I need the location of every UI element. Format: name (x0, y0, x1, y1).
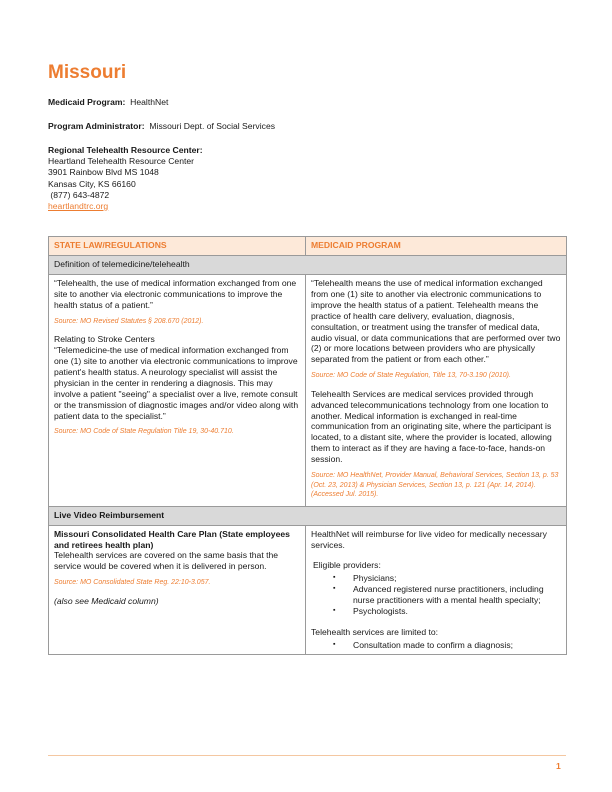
resource-center-block (48, 145, 203, 212)
definition-state-para: “Telehealth, the use of medical information exchanged from one site to another via electronic communications to improve the health status of a patient.” (54, 278, 297, 310)
medicaid-program-value: HealthNet (130, 97, 169, 107)
services-limited-list (311, 640, 561, 651)
live-video-medicaid-cell (306, 525, 567, 654)
policy-table (48, 236, 567, 655)
stroke-centers-heading: Relating to Stroke Centers (54, 334, 155, 345)
section-row (49, 256, 567, 275)
table-header-row (49, 237, 567, 256)
source-citation: Source: MO Code of State Regulation Title 19, 30-40.710. (54, 428, 234, 436)
table-row (49, 525, 567, 654)
telehealth-services-para: Telehealth Services are medical services provided through advanced telecommunications technology from one location to another. Medical information is exchanged in real-time communication from an originating site, where the participant is located, to a distant site, where the provider is located, allowing them to interact as if they are having a face-to-face, hands-on session. (311, 388, 552, 465)
eligible-providers-list (311, 573, 561, 617)
source-citation: Source: MO Code of State Regulation, Title 13, 70-3.190 (2010). (311, 372, 511, 380)
stroke-centers-para: “Telemedicine-the use of medical information exchanged from one (1) site to another via electronic communications to improve patient's health status. A neurology specialist will assist the physician in the center in rendering a diagnosis. This may involve a patient "seeing" a specialist over a live, remote consult or the transmission of diagnostic images and/or video along with patient data to the specialist.” (54, 345, 299, 421)
program-admin-value: Missouri Dept. of Social Services (149, 121, 276, 131)
resource-center-street: 3901 Rainbow Blvd MS 1048 (48, 167, 159, 178)
eligible-providers-label: Eligible providers: (313, 560, 381, 571)
live-video-state-law-cell (49, 525, 306, 654)
page-number: 1 (556, 761, 561, 771)
list-item: ▪ Consultation made to confirm a diagnosis; (353, 640, 561, 651)
medicaid-program-label: Medicaid Program: (48, 97, 126, 107)
program-admin-line (48, 121, 275, 132)
list-item: ▪ Advanced registered nurse practitioners, including nurse practitioners with a mental health specialty; (353, 584, 561, 606)
state-plan-heading: Missouri Consolidated Health Care Plan (State employees and retirees health plan) (54, 528, 290, 550)
table-row (49, 275, 567, 507)
definition-medicaid-para: “Telehealth means the use of medical information exchanged from one (1) site to another via electronic communications to improve the health status of a patient. Telehealth means the practice of health care delivery, evaluation, diagnosis, consultation, or treatment using the transfer of medical data, audio visual, or data communications that are performed over two (2) or more locations between providers who are physically separated from the patient or from each other.” (311, 278, 561, 365)
list-item: ▪ Physicians; (353, 573, 561, 584)
column-header-state-law: STATE LAW/REGULATIONS (49, 237, 306, 256)
source-citation: Source: MO Consolidated State Reg. 22:10-3.057. (54, 579, 211, 587)
definition-state-law-cell (49, 275, 306, 507)
source-citation: Source: MO Revised Statutes § 208.670 (2012). (54, 317, 204, 325)
definition-medicaid-cell (306, 275, 567, 507)
resource-center-label: Regional Telehealth Resource Center: (48, 145, 203, 155)
column-header-medicaid: MEDICAID PROGRAM (306, 237, 567, 256)
section-title-live-video: Live Video Reimbursement (49, 506, 567, 525)
medicaid-program-line (48, 97, 168, 108)
source-citation: Source: MO HealthNet, Provider Manual, Behavioral Services, Section 13, p. 53 (Oct. 23, 2013) & Physician Services, Section 13, p. 121 (Apr. 14, 2014). (Accessed Jul. 2015). (311, 472, 559, 499)
page-title: Missouri (48, 62, 127, 83)
section-title-definition: Definition of telemedicine/telehealth (49, 256, 567, 275)
resource-center-phone: (877) 643-4872 (48, 189, 110, 200)
medicaid-column-note: (also see Medicaid column) (54, 595, 159, 606)
services-limited-label: Telehealth services are limited to: (311, 626, 439, 637)
section-row (49, 506, 567, 525)
resource-center-link[interactable]: heartlandtrc.org (48, 201, 109, 212)
list-item: ▪ Psychologists. (353, 606, 561, 617)
resource-center-name: Heartland Telehealth Resource Center (48, 156, 195, 167)
program-admin-label: Program Administrator: (48, 121, 145, 131)
live-video-medicaid-para: HealthNet will reimburse for live video for medically necessary services. (311, 528, 547, 550)
state-plan-para: Telehealth services are covered on the same basis that the service would be covered when it is delivered in person. (54, 550, 279, 572)
resource-center-city: Kansas City, KS 66160 (48, 178, 136, 189)
footer-divider (48, 755, 566, 756)
